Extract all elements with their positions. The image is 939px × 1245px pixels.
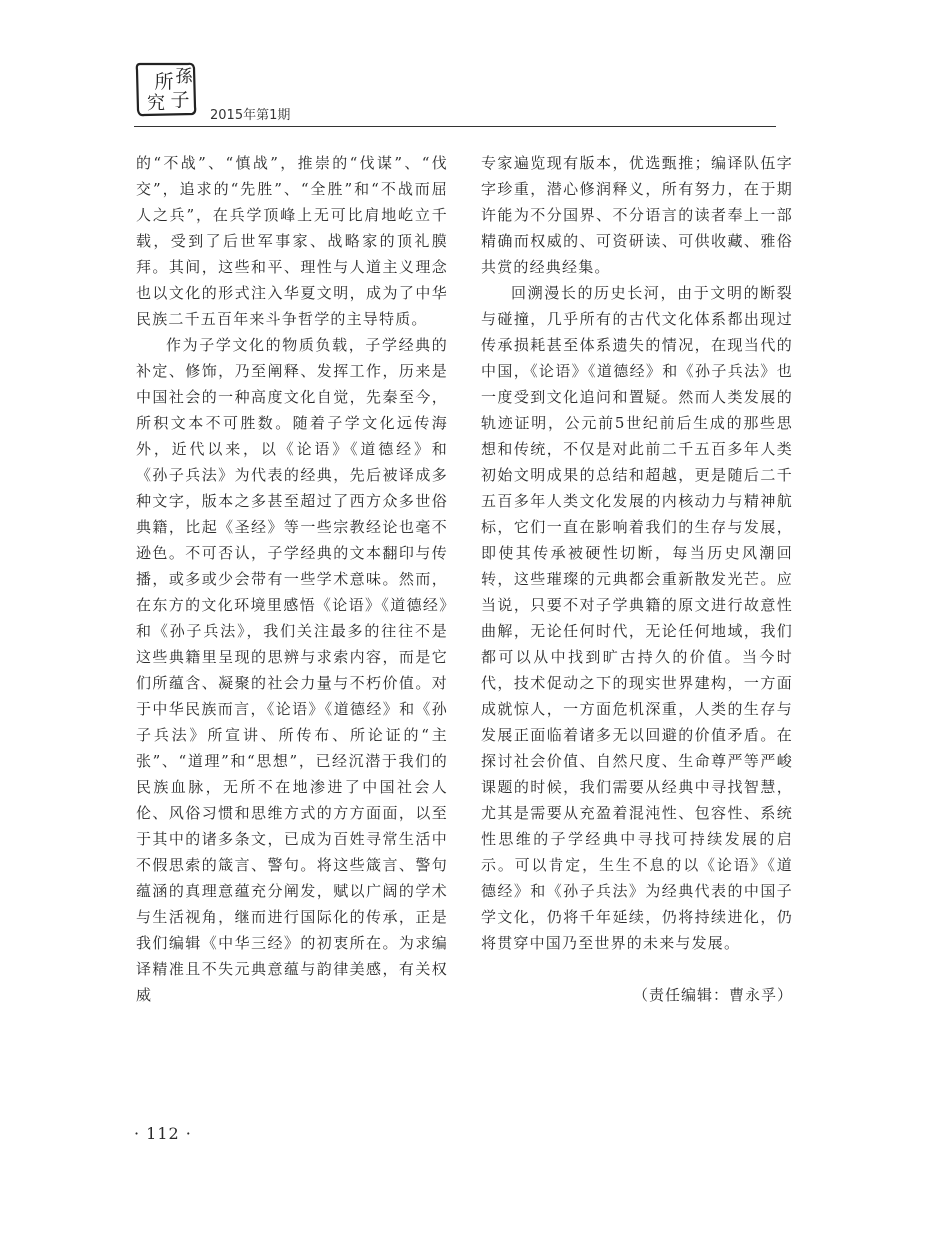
svg-text:所: 所 <box>154 71 174 93</box>
paragraph: 专家遍览现有版本，优选甄推；编译队伍字字珍重，潜心修润释义，所有努力，在于期许能为不分国界、不分语言的读者奉上一部精确而权威的、可资研读、可供收藏、雅俗共赏的经典经集。 <box>481 154 793 276</box>
left-column <box>136 150 448 1008</box>
svg-text:子: 子 <box>170 89 190 111</box>
journal-logo <box>134 60 198 118</box>
editor-note: （责任编辑：曹永孚） <box>632 986 793 1004</box>
paragraph: 作为子学文化的物质负载，子学经典的补定、修饰，乃至阐释、发挥工作，历来是中国社会的一种高度文化自觉，先秦至今，所积文本不可胜数。随着子学文化远传海外，近代以来，以《论语》《道德经》和《孙子兵法》为代表的经典，先后被译成多种文字，版本之多甚至超过了西方众多世俗典籍，比起《圣经》等一些宗教经论也毫不逊色。不可否认，子学经典的文本翻印与传播，或多或少会带有一些学术意味。然而，在东方的文化环境里感悟《论语》《道德经》和《孙子兵法》，我们关注最多的往往不是这些典籍里呈现的思辨与求索内容，而是它们所蕴含、凝聚的社会力量与不朽价值。对于中华民族而言，《论语》《道德经》和《孙子兵法》所宣讲、所传布、所论证的“主张”、“道理”和“思想”，已经沉潜于我们的民族血脉，无所不在地渗进了中国社会人伦、风俗习惯和思维方式的方方面面，以至于其中的诸多条文，已成为百姓寻常生活中不假思索的箴言、警句。将这些箴言、警句蕴涵的真理意蕴充分阐发，赋以广阔的学术与生活视角，继而进行国际化的传承，正是我们编辑《中华三经》的初衷所在。为求编译精准且不失元典意蕴与韵律美感，有关权威 <box>136 336 448 1004</box>
paragraph: 回溯漫长的历史长河，由于文明的断裂与碰撞，几乎所有的古代文化体系都出现过传承损耗甚至体系遗失的情况，在现当代的中国，《论语》《道德经》和《孙子兵法》也一度受到文化追问和置疑。然而人类发展的轨迹证明，公元前5世纪前后生成的那些思想和传统，不仅是对此前二千五百多年人类初始文明成果的总结和超越，更是随后二千五百多年人类文化发展的内核动力与精神航标，它们一直在影响着我们的生存与发展，即使其传承被硬性切断，每当历史风潮回转，这些璀璨的元典都会重新散发光芒。应当说，只要不对子学典籍的原文进行故意性曲解，无论任何时代，无论任何地域，我们都可以从中找到旷古持久的价值。当今时代，技术促动之下的现实世界建构，一方面成就惊人，一方面危机深重，人类的生存与发展正面临着诸多无以回避的价值矛盾。在探讨社会价值、自然尺度、生命尊严等严峻课题的时候，我们需要从经典中寻找智慧，尤其是需要从充盈着混沌性、包容性、系统性思维的子学经典中寻找可持续发展的启示。可以肯定，生生不息的以《论语》《道德经》和《孙子兵法》为经典代表的中国子学文化，仍将千年延续，仍将持续进化，仍将贯穿中国乃至世界的未来与发展。 <box>481 284 793 952</box>
svg-text:究: 究 <box>147 93 165 114</box>
page-number: · 112 · <box>134 1124 192 1143</box>
header-rule <box>134 126 776 127</box>
paragraph: 的“不战”、“慎战”，推崇的“伐谋”、“伐交”，追求的“先胜”、“全胜”和“不战而屈人之兵”，在兵学顶峰上无可比肩地屹立千载，受到了后世军事家、战略家的顶礼膜拜。其间，这些和平、理性与人道主义理念也以文化的形式注入华夏文明，成为了中华民族二千五百年来斗争哲学的主导特质。 <box>136 154 448 328</box>
right-column <box>481 150 793 956</box>
issue-label: 2015年第1期 <box>210 108 291 123</box>
svg-text:孫: 孫 <box>175 67 193 87</box>
